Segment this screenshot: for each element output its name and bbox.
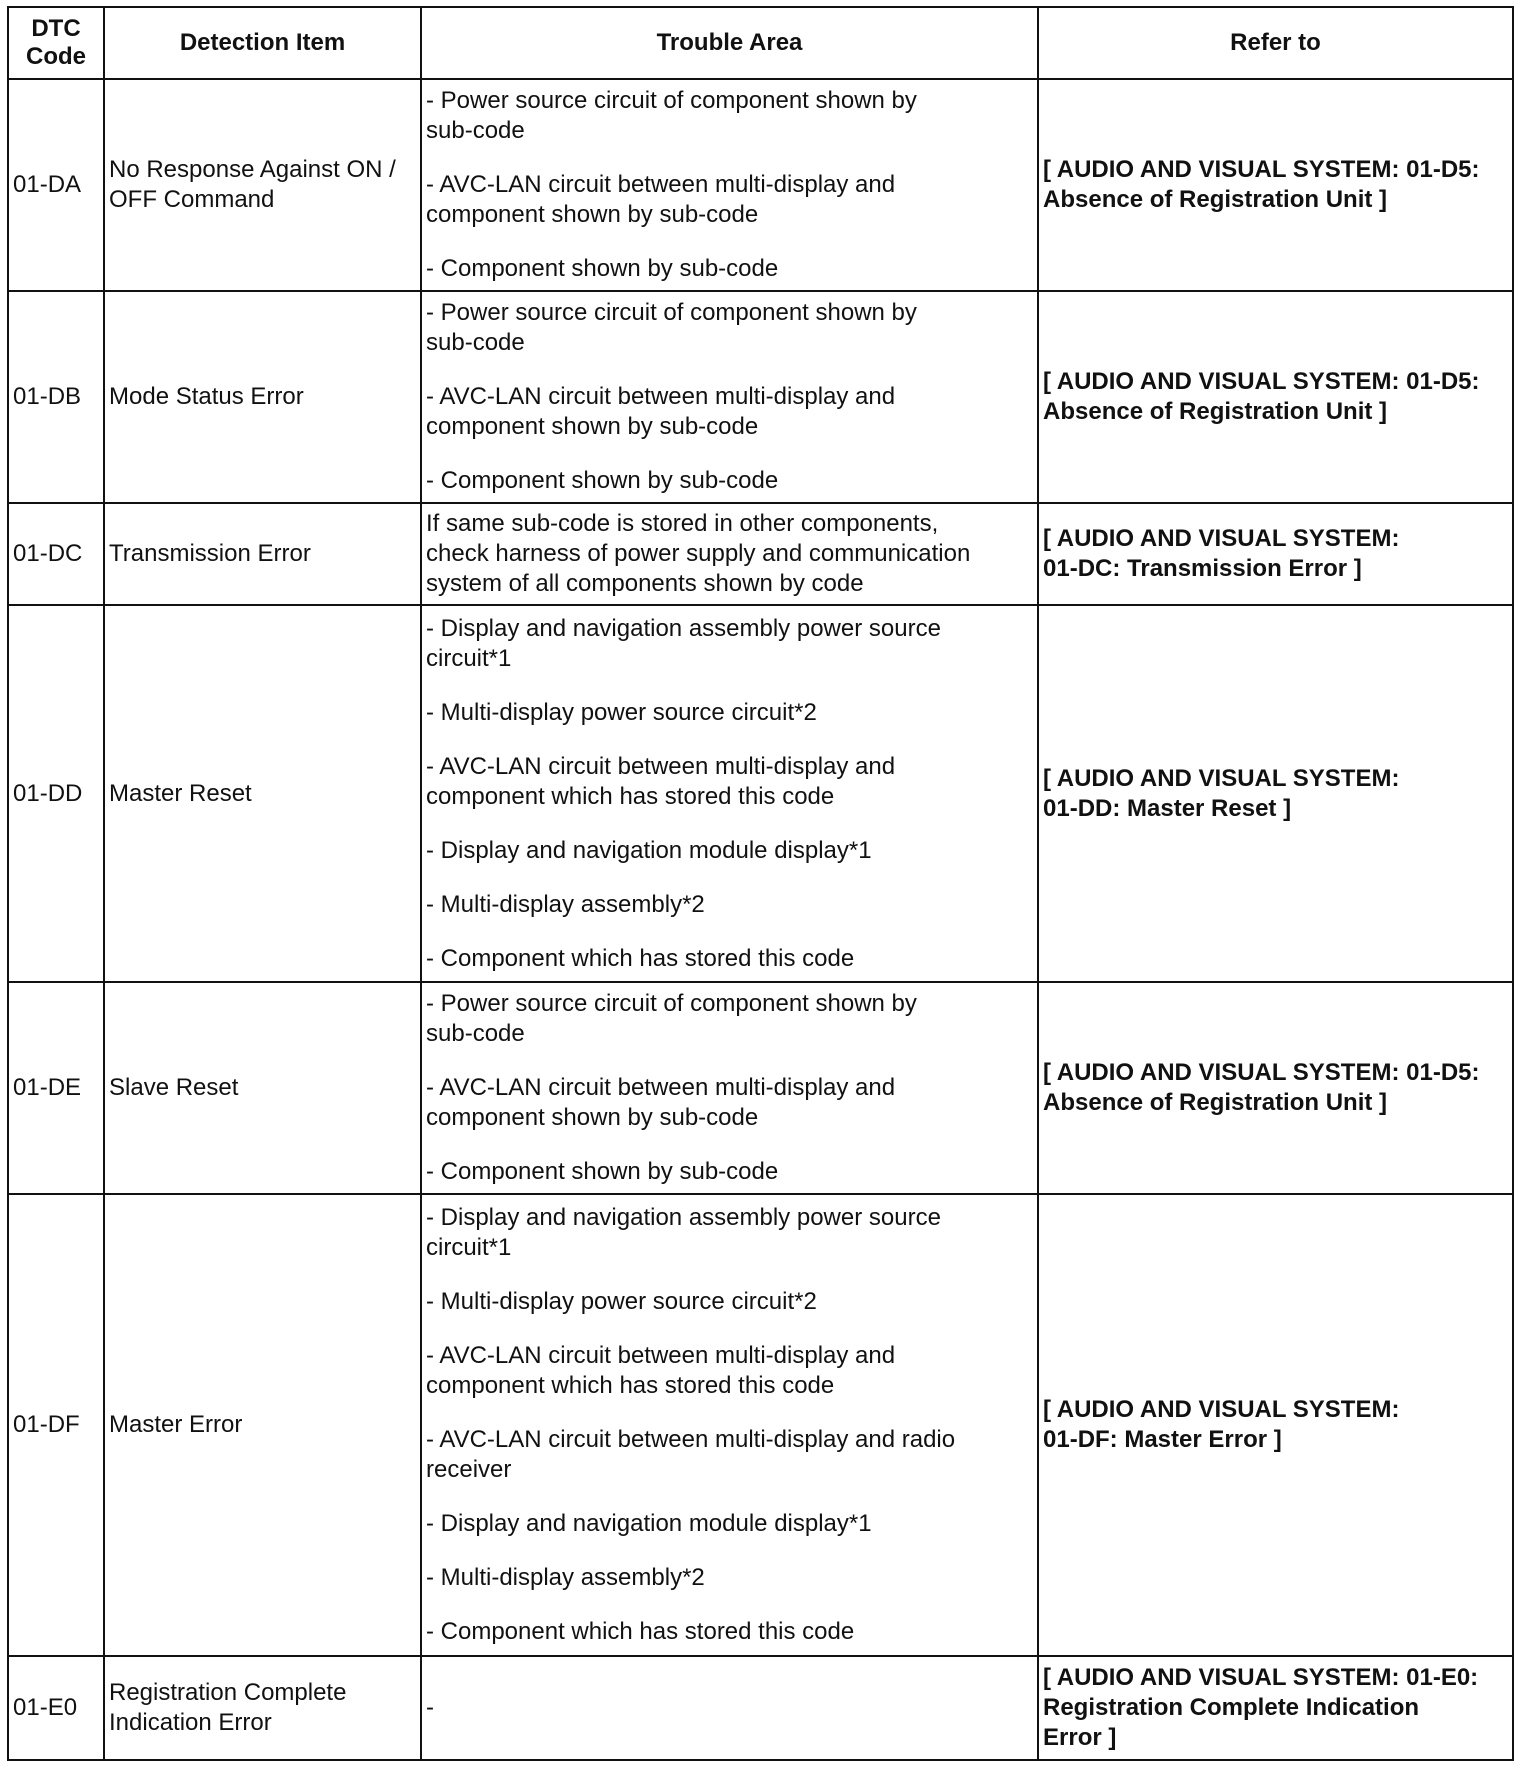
table-row [8,503,1513,605]
trouble-area [421,1194,1038,1656]
detection-item: Slave Reset [104,982,421,1194]
trouble-area-line: - AVC-LAN circuit between multi-display and component shown by sub-code [426,383,896,440]
refer-to-text[interactable]: [ AUDIO AND VISUAL SYSTEM: 01-D5: Absence of Registration Unit ] [1043,1059,1480,1116]
trouble-area-line: - Display and navigation assembly power source circuit*1 [426,1204,941,1261]
trouble-area-line: - AVC-LAN circuit between multi-display and component shown by sub-code [426,171,896,228]
trouble-area-line: - Power source circuit of component shown by sub-code [426,299,917,356]
refer-to-link[interactable] [1038,982,1513,1194]
detection-item: Mode Status Error [104,291,421,503]
header-refer-to: Refer to [1038,7,1513,79]
trouble-area [421,79,1038,291]
refer-to-link[interactable] [1038,503,1513,605]
trouble-area-line: - Multi-display power source circuit*2 [426,1288,817,1315]
refer-to-text[interactable]: [ AUDIO AND VISUAL SYSTEM: 01-DC: Transmission Error ] [1043,525,1400,582]
refer-to-text[interactable]: [ AUDIO AND VISUAL SYSTEM: 01-D5: Absence of Registration Unit ] [1043,156,1480,213]
trouble-area-line: If same sub-code is stored in other components, check harness of power supply and communication system of all components shown by code [426,510,971,597]
header-trouble-area: Trouble Area [421,7,1038,79]
trouble-area-line: - Multi-display assembly*2 [426,1564,705,1591]
trouble-area-line: - Power source circuit of component shown by sub-code [426,87,917,144]
dtc-code: 01-DC [8,503,104,605]
trouble-area-line: - Multi-display assembly*2 [426,890,705,918]
trouble-area-line: - Display and navigation module display*1 [426,1510,872,1537]
trouble-area-line: - Display and navigation module display*1 [426,836,872,864]
dtc-code: 01-DF [8,1194,104,1656]
table-row [8,1194,1513,1656]
trouble-area-line: - [426,1694,434,1721]
trouble-area-line: - Multi-display power source circuit*2 [426,698,817,726]
header-row [8,7,1513,79]
detection-item: Registration Complete Indication Error [104,1656,421,1760]
trouble-area-line: - Power source circuit of component shown by sub-code [426,990,917,1047]
refer-to-text[interactable]: [ AUDIO AND VISUAL SYSTEM: 01-E0: Registration Complete Indication Error ] [1043,1664,1479,1751]
trouble-area-line: - Component which has stored this code [426,944,855,972]
header-detection-item: Detection Item [104,7,421,79]
table-row [8,79,1513,291]
table-row [8,605,1513,982]
detection-item: Master Error [104,1194,421,1656]
header-dtc-code: DTC Code [8,7,104,79]
table-row [8,982,1513,1194]
table-row [8,291,1513,503]
table-row [8,1656,1513,1760]
refer-to-link[interactable] [1038,79,1513,291]
trouble-area-line: - AVC-LAN circuit between multi-display and component which has stored this code [426,1342,896,1399]
trouble-area-line: - AVC-LAN circuit between multi-display and component which has stored this code [426,752,896,810]
trouble-area-line: - AVC-LAN circuit between multi-display and radio receiver [426,1426,956,1483]
detection-item: Transmission Error [104,503,421,605]
dtc-code: 01-E0 [8,1656,104,1760]
trouble-area-line: - Component shown by sub-code [426,467,779,494]
trouble-area [421,1656,1038,1760]
trouble-area [421,503,1038,605]
refer-to-link[interactable] [1038,1656,1513,1760]
trouble-area [421,291,1038,503]
dtc-code: 01-DE [8,982,104,1194]
detection-item: Master Reset [104,605,421,982]
dtc-table [7,6,1514,1761]
dtc-table-page [7,6,1512,1760]
refer-to-link[interactable] [1038,1194,1513,1656]
refer-to-link[interactable] [1038,291,1513,503]
dtc-code: 01-DB [8,291,104,503]
refer-to-text[interactable]: [ AUDIO AND VISUAL SYSTEM: 01-D5: Absence of Registration Unit ] [1043,368,1480,425]
trouble-area [421,982,1038,1194]
trouble-area-line: - Component shown by sub-code [426,255,779,282]
dtc-code: 01-DA [8,79,104,291]
trouble-area-line: - Component which has stored this code [426,1618,855,1645]
trouble-area [421,605,1038,982]
trouble-area-line: - Display and navigation assembly power source circuit*1 [426,614,941,672]
dtc-code: 01-DD [8,605,104,982]
detection-item: No Response Against ON / OFF Command [104,79,421,291]
trouble-area-line: - AVC-LAN circuit between multi-display and component shown by sub-code [426,1074,896,1131]
refer-to-text[interactable]: [ AUDIO AND VISUAL SYSTEM: 01-DF: Master Error ] [1043,1396,1400,1453]
refer-to-text[interactable]: [ AUDIO AND VISUAL SYSTEM: 01-DD: Master Reset ] [1043,764,1400,822]
trouble-area-line: - Component shown by sub-code [426,1158,779,1185]
refer-to-link[interactable] [1038,605,1513,982]
